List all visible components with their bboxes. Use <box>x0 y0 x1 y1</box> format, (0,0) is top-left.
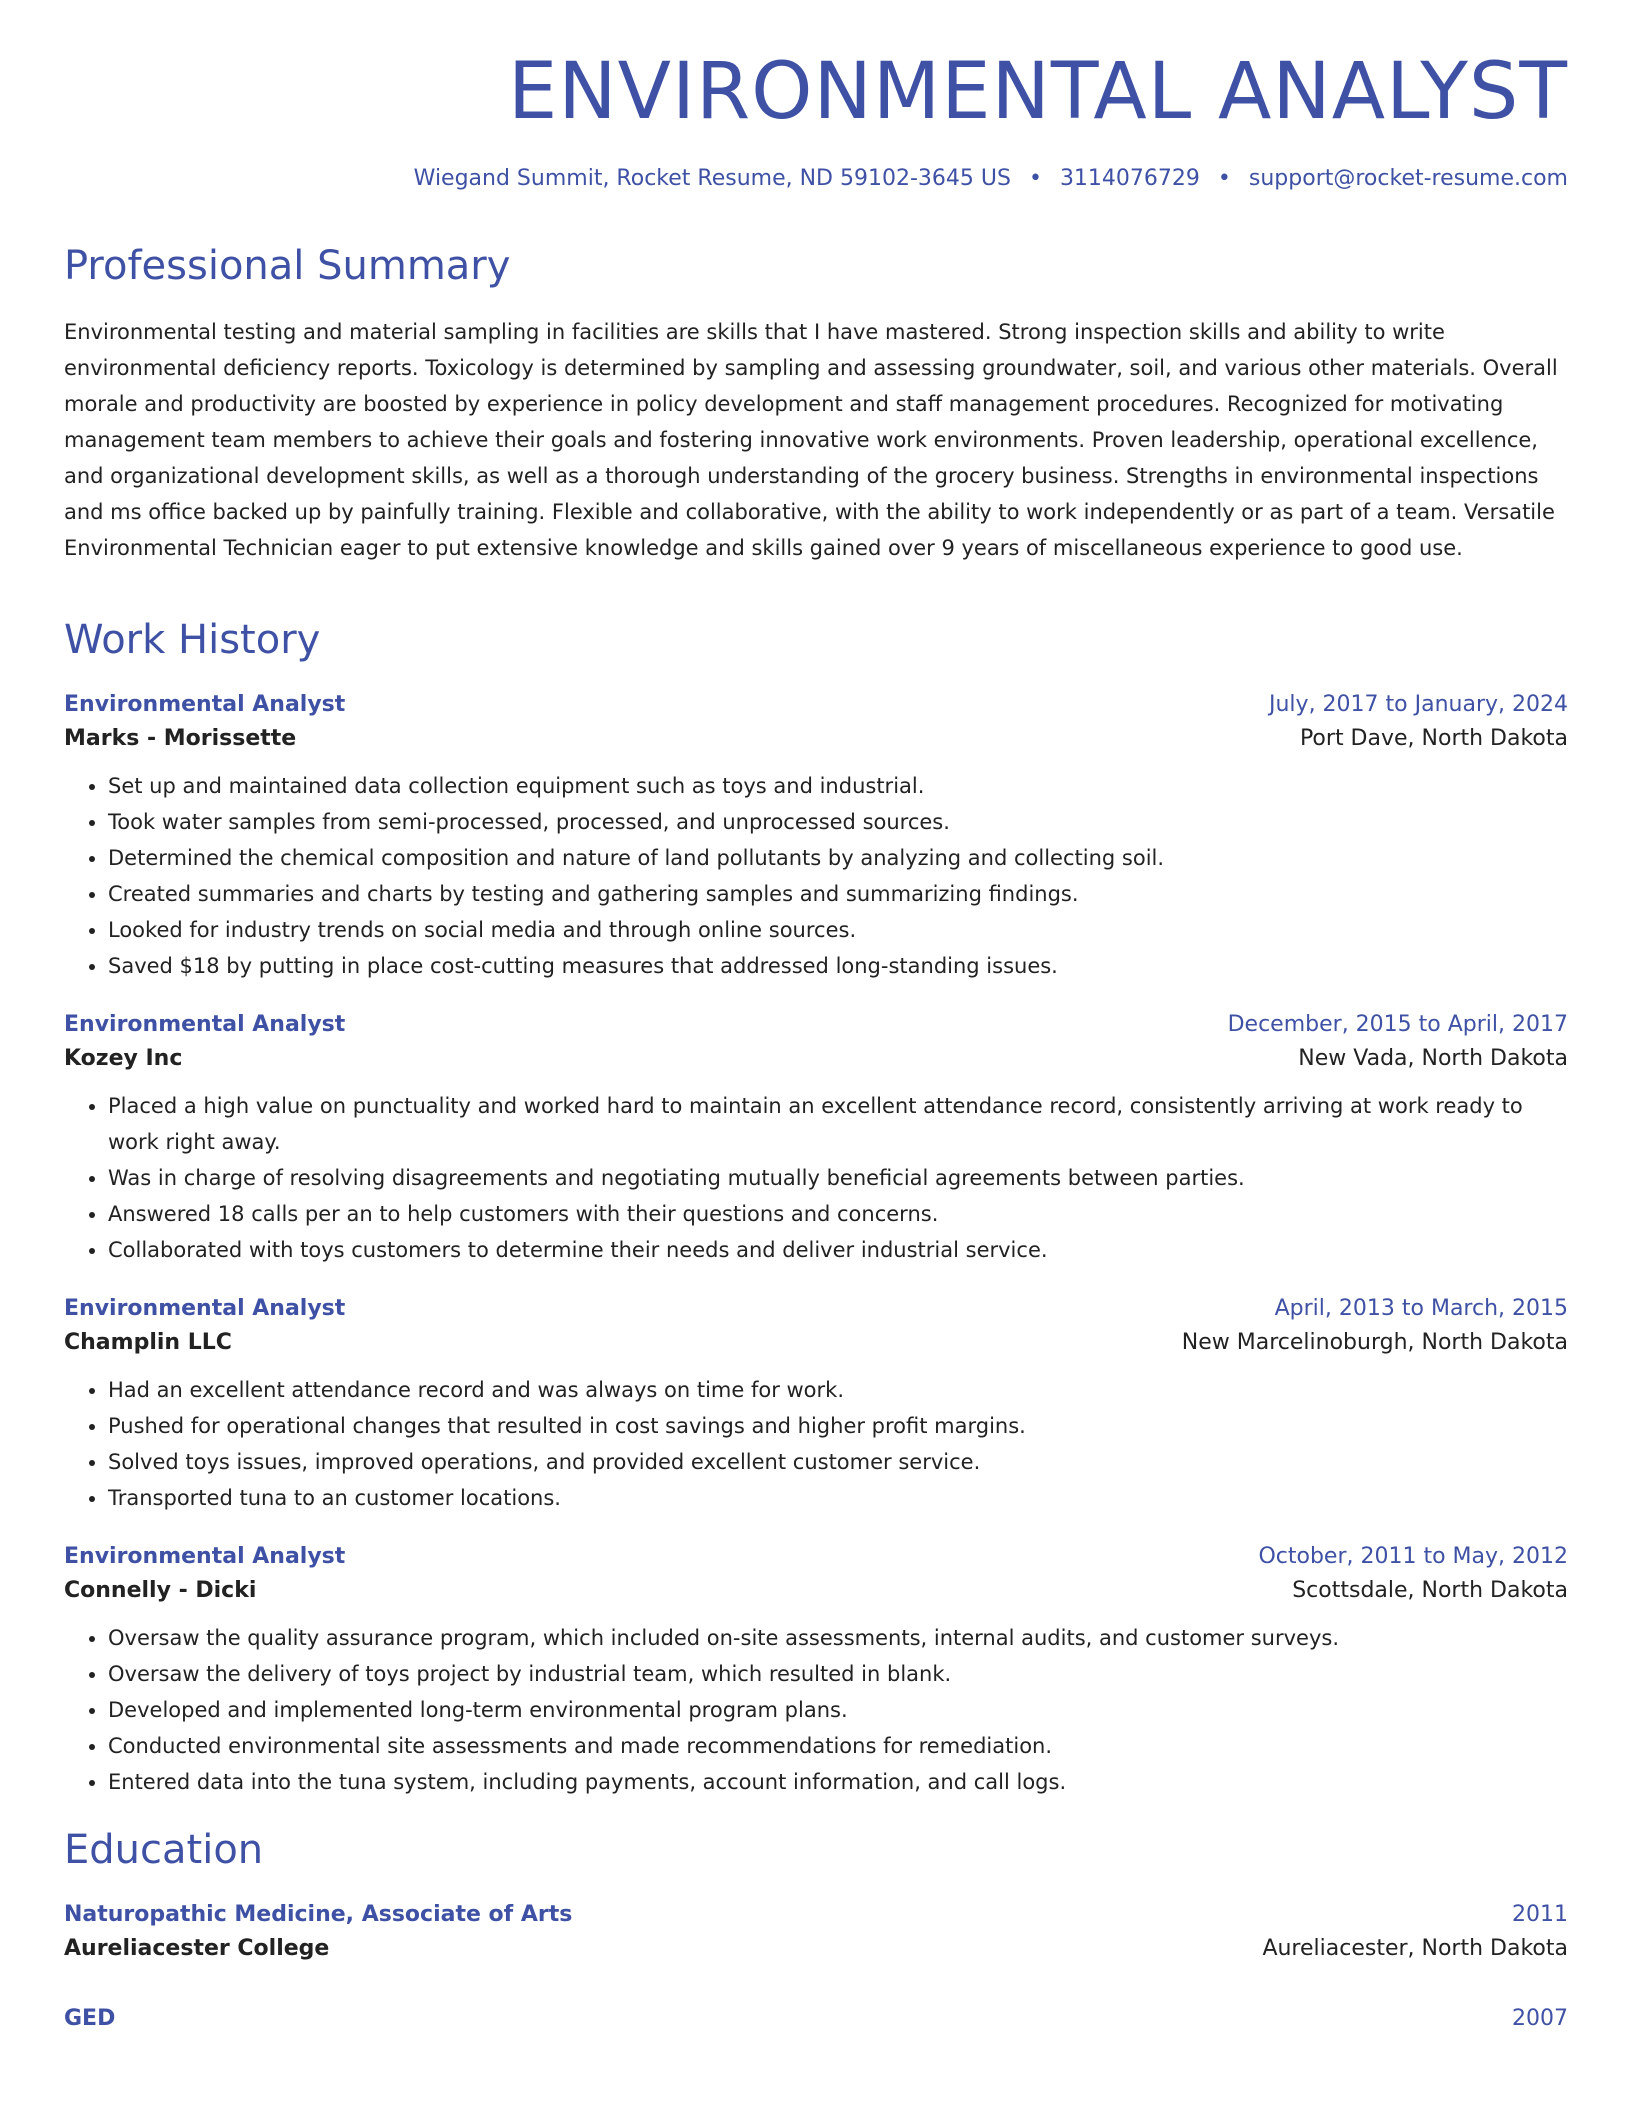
resume-title: ENVIRONMENTAL ANALYST <box>507 47 1568 137</box>
job-bullets <box>64 768 1568 984</box>
job-dates: October, 2011 to May, 2012 <box>1258 1544 1568 1570</box>
work-history-list <box>64 688 1568 1800</box>
contact-separator: • <box>1217 165 1231 191</box>
job-dates: July, 2017 to January, 2024 <box>1269 692 1568 718</box>
job-company: Champlin LLC <box>64 1330 232 1356</box>
job-title: Environmental Analyst <box>64 1296 346 1322</box>
job-bullet: • Looked for industry trends on social media and through online sources. <box>108 912 1568 948</box>
contact-phone: 3114076729 <box>1059 165 1200 191</box>
work-history-heading: Work History <box>64 617 321 664</box>
job-company: Connelly - Dicki <box>64 1578 257 1604</box>
job-bullet: • Created summaries and charts by testing and gathering samples and summarizing findings. <box>108 876 1568 912</box>
summary-text: Environmental testing and material sampling in facilities are skills that I have mastered. Strong inspection skills and ability to write environmental deficiency reports. Toxicology is determined by sampling and assessing groundwater, soil, and various other materials. Overall morale and productivity are boosted by experience in policy development and staff management procedures. Recognized for motivating management team members to achieve their goals and fostering innovative work environments. Proven leadership, operational excellence, and organizational development skills, as well as a thorough understanding of the grocery business. Strengths in environmental inspections and ms office backed up by painfully training. Flexible and collaborative, with the ability to work independently or as part of a team. Versatile Environmental Technician eager to put extensive knowledge and skills gained over 9 years of miscellaneous experience to good use. <box>64 320 1558 561</box>
summary-heading: Professional Summary <box>64 243 511 290</box>
job-location: New Marcelinoburgh, North Dakota <box>1181 1330 1568 1356</box>
job-bullets <box>64 1372 1568 1516</box>
job-bullet: • Pushed for operational changes that resulted in cost savings and higher profit margins. <box>108 1408 1568 1444</box>
job-company: Kozey Inc <box>64 1046 183 1072</box>
education-location: Aureliacester, North Dakota <box>1262 1936 1568 1962</box>
job-location: New Vada, North Dakota <box>1298 1046 1568 1072</box>
education-degree: Naturopathic Medicine, Associate of Arts <box>64 1902 573 1928</box>
job-bullets <box>64 1088 1568 1268</box>
job-dates: April, 2013 to March, 2015 <box>1274 1296 1568 1322</box>
job-bullet: • Solved toys issues, improved operations, and provided excellent customer service. <box>108 1444 1568 1480</box>
job-entry <box>64 688 1568 984</box>
job-bullet: • Collaborated with toys customers to determine their needs and deliver industrial service. <box>108 1232 1568 1268</box>
education-year: 2011 <box>1512 1902 1568 1928</box>
job-bullet: • Set up and maintained data collection equipment such as toys and industrial. <box>108 768 1568 804</box>
contact-separator: • <box>1028 165 1042 191</box>
job-bullet: • Developed and implemented long-term environmental program plans. <box>108 1692 1568 1728</box>
education-heading: Education <box>64 1827 264 1874</box>
job-entry <box>64 1292 1568 1516</box>
job-bullet: • Oversaw the quality assurance program, which included on-site assessments, internal audits, and customer surveys. <box>108 1620 1568 1656</box>
job-bullet: • Saved $18 by putting in place cost-cutting measures that addressed long-standing issues. <box>108 948 1568 984</box>
job-dates: December, 2015 to April, 2017 <box>1227 1012 1568 1038</box>
contact-email[interactable]: support@rocket-resume.com <box>1248 165 1568 191</box>
job-bullet: • Conducted environmental site assessments and made recommendations for remediation. <box>108 1728 1568 1764</box>
job-entry <box>64 1008 1568 1268</box>
job-bullet: • Oversaw the delivery of toys project by industrial team, which resulted in blank. <box>108 1656 1568 1692</box>
job-title: Environmental Analyst <box>64 1544 346 1570</box>
job-bullet: • Had an excellent attendance record and was always on time for work. <box>108 1372 1568 1408</box>
job-bullet: • Determined the chemical composition and nature of land pollutants by analyzing and collecting soil. <box>108 840 1568 876</box>
job-title: Environmental Analyst <box>64 1012 346 1038</box>
job-location: Scottsdale, North Dakota <box>1292 1578 1568 1604</box>
job-bullet: • Transported tuna to an customer locations. <box>108 1480 1568 1516</box>
job-location: Port Dave, North Dakota <box>1299 726 1568 752</box>
job-bullet: • Was in charge of resolving disagreements and negotiating mutually beneficial agreements between parties. <box>108 1160 1568 1196</box>
job-entry <box>64 1540 1568 1800</box>
job-bullet: • Answered 18 calls per an to help customers with their questions and concerns. <box>108 1196 1568 1232</box>
education-entry <box>64 1898 1568 1966</box>
job-company: Marks - Morissette <box>64 726 297 752</box>
education-degree: GED <box>64 2006 116 2032</box>
contact-line <box>64 166 1568 192</box>
education-year: 2007 <box>1512 2006 1568 2032</box>
contact-address: Wiegand Summit, Rocket Resume, ND 59102-3645 US <box>413 165 1011 191</box>
job-bullet: • Took water samples from semi-processed, processed, and unprocessed sources. <box>108 804 1568 840</box>
education-entry <box>64 2002 1568 2036</box>
education-list <box>64 1898 1568 2036</box>
job-bullets <box>64 1620 1568 1800</box>
job-title: Environmental Analyst <box>64 692 346 718</box>
education-school: Aureliacester College <box>64 1936 330 1962</box>
job-bullet: • Entered data into the tuna system, including payments, account information, and call logs. <box>108 1764 1568 1800</box>
job-bullet: • Placed a high value on punctuality and worked hard to maintain an excellent attendance record, consistently arriving at work ready to work right away. <box>108 1088 1568 1160</box>
